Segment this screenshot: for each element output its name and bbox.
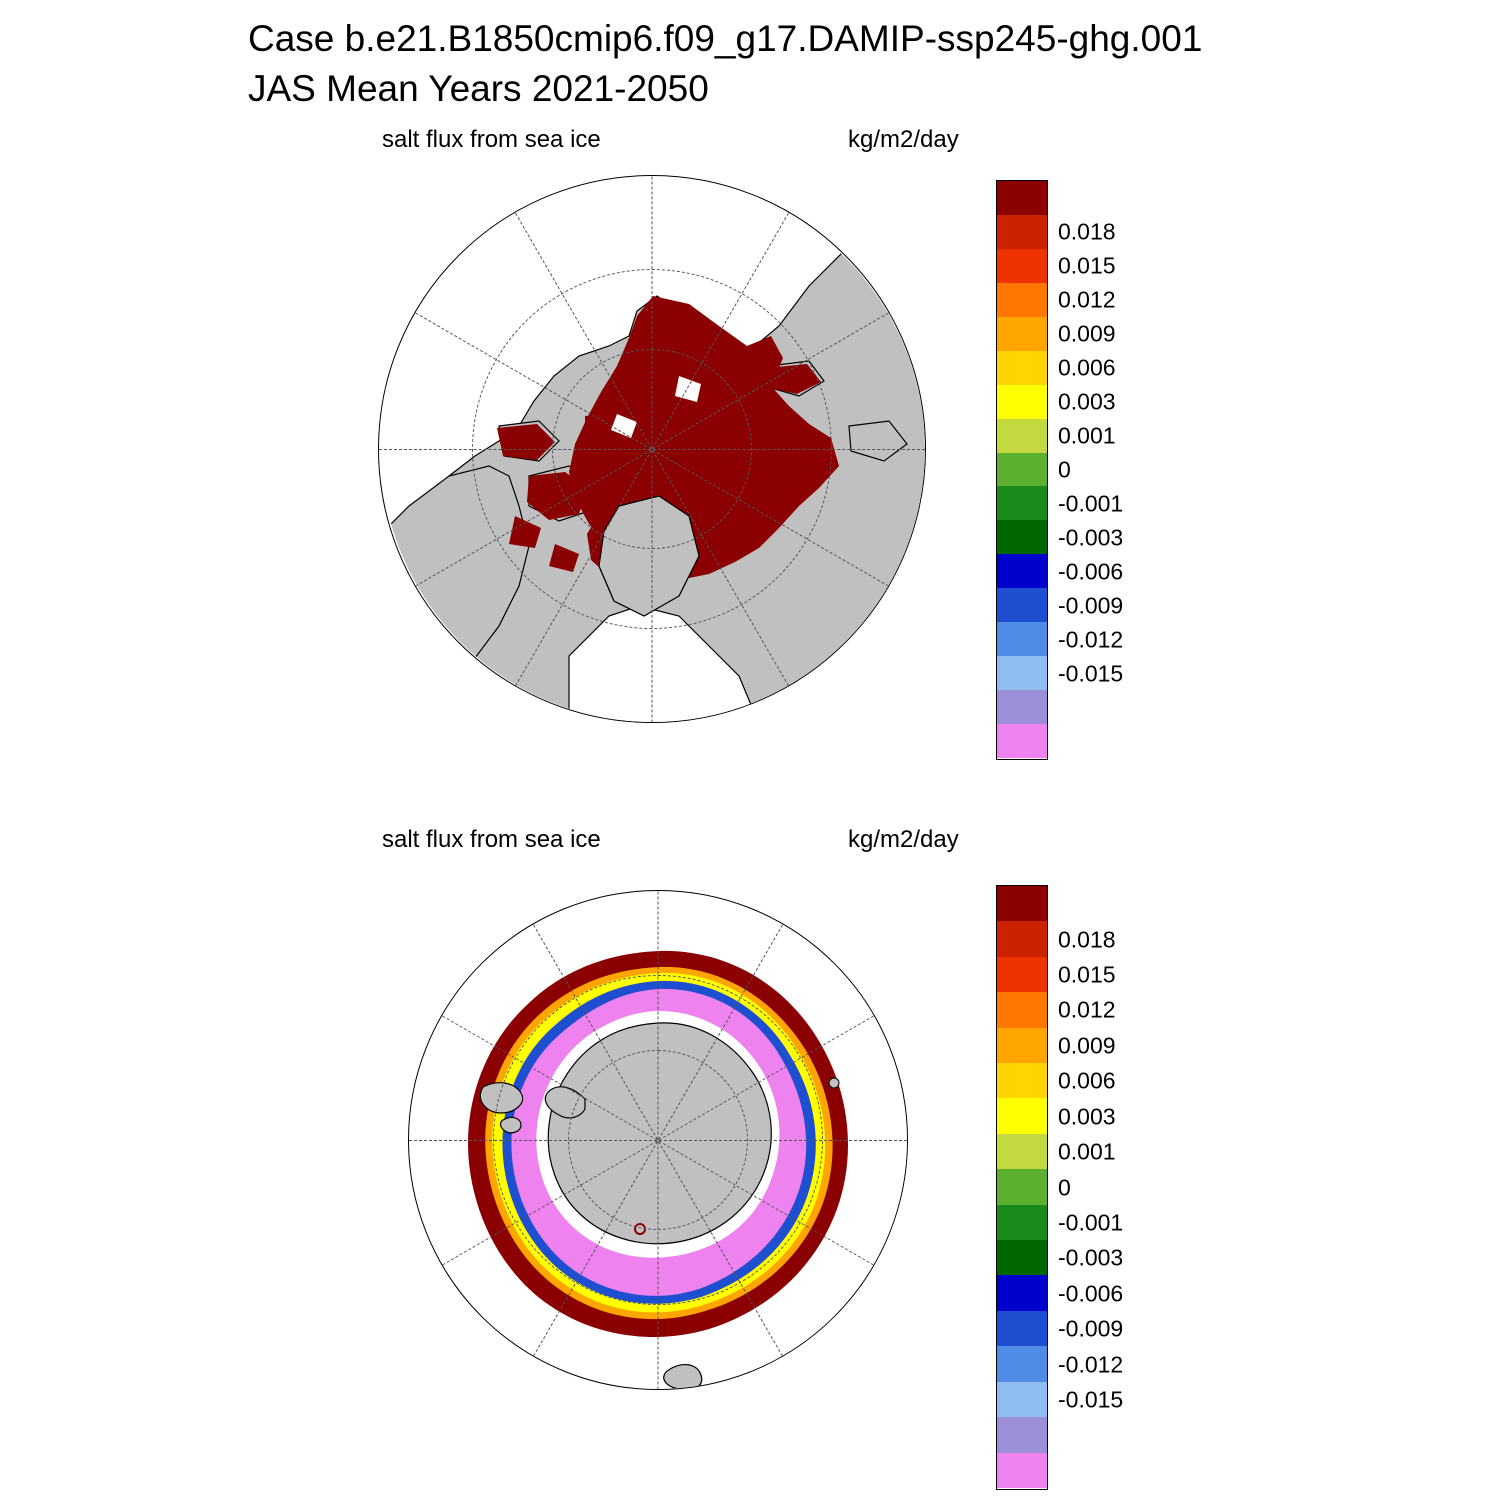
colorbar-tick-label: 0.003: [1058, 1103, 1116, 1130]
colorbar-tick-label: 0.012: [1058, 286, 1116, 313]
colorbar-segment: [997, 1240, 1047, 1275]
colorbar-tick-label: 0.012: [1058, 996, 1116, 1023]
colorbar-segment: [997, 1382, 1047, 1417]
colorbar-segment: [997, 520, 1047, 554]
colorbar-segment: [997, 1028, 1047, 1063]
colorbar-tick-label: -0.012: [1058, 626, 1124, 653]
colorbar-tick-label: 0.009: [1058, 1032, 1116, 1059]
colorbar-tick-label: 0.001: [1058, 422, 1116, 449]
colorbar-segment: [997, 1098, 1047, 1133]
colorbar-tick-label: -0.012: [1058, 1351, 1124, 1378]
globe-south: [408, 890, 908, 1390]
colorbar-tick-label: -0.009: [1058, 592, 1124, 619]
colorbar-segment: [997, 317, 1047, 351]
colorbar-south-labels: [1058, 885, 1178, 1490]
map-north: [330, 175, 970, 755]
colorbar-segment: [997, 724, 1047, 758]
colorbar-segment: [997, 690, 1047, 724]
colorbar-segment: [997, 588, 1047, 622]
colorbar-segment: [997, 1169, 1047, 1204]
panel-north-units-label: kg/m2/day: [848, 126, 959, 153]
colorbar-tick-label: 0: [1058, 456, 1071, 483]
panel-north-variable-label: salt flux from sea ice: [382, 126, 601, 153]
colorbar-segment: [997, 1205, 1047, 1240]
colorbar-segment: [997, 886, 1047, 921]
colorbar-segment: [997, 992, 1047, 1027]
colorbar-segment: [997, 249, 1047, 283]
colorbar-segment: [997, 656, 1047, 690]
colorbar-segment: [997, 622, 1047, 656]
colorbar-segment: [997, 1417, 1047, 1452]
colorbar-tick-label: -0.003: [1058, 524, 1124, 551]
colorbar-tick-label: -0.009: [1058, 1315, 1124, 1342]
panel-south-units-label: kg/m2/day: [848, 826, 959, 853]
colorbar-segment: [997, 215, 1047, 249]
colorbar-tick-label: 0.003: [1058, 388, 1116, 415]
colorbar-tick-label: -0.001: [1058, 490, 1124, 517]
colorbar-north-labels: [1058, 180, 1178, 760]
colorbar-tick-label: -0.006: [1058, 558, 1124, 585]
title-line-1: Case b.e21.B1850cmip6.f09_g17.DAMIP-ssp245-ghg.001: [248, 18, 1203, 59]
colorbar-segment: [997, 1453, 1047, 1488]
panel-north: [0, 110, 1500, 790]
colorbar-tick-label: 0.015: [1058, 252, 1116, 279]
colorbar-tick-label: 0.009: [1058, 320, 1116, 347]
colorbar-segment: [997, 1134, 1047, 1169]
colorbar-south: [996, 885, 1048, 1490]
colorbar-segment: [997, 921, 1047, 956]
colorbar-segment: [997, 351, 1047, 385]
colorbar-segment: [997, 181, 1047, 215]
colorbar-tick-label: -0.001: [1058, 1209, 1124, 1236]
colorbar-tick-label: 0.018: [1058, 926, 1116, 953]
panel-south: [0, 810, 1500, 1500]
colorbar-tick-label: 0.001: [1058, 1138, 1116, 1165]
map-south: [330, 880, 970, 1460]
colorbar-segment: [997, 1311, 1047, 1346]
colorbar-segment: [997, 385, 1047, 419]
colorbar-segment: [997, 1275, 1047, 1310]
colorbar-north: [996, 180, 1048, 760]
colorbar-segment: [997, 957, 1047, 992]
globe-north: [378, 175, 926, 723]
colorbar-segment: [997, 1063, 1047, 1098]
colorbar-segment: [997, 419, 1047, 453]
colorbar-segment: [997, 453, 1047, 487]
title-line-2: JAS Mean Years 2021-2050: [248, 68, 709, 109]
colorbar-tick-label: -0.006: [1058, 1280, 1124, 1307]
colorbar-tick-label: 0.018: [1058, 218, 1116, 245]
colorbar-tick-label: 0.015: [1058, 961, 1116, 988]
panel-south-variable-label: salt flux from sea ice: [382, 826, 601, 853]
colorbar-tick-label: 0.006: [1058, 1067, 1116, 1094]
colorbar-segment: [997, 283, 1047, 317]
chart-title: [248, 14, 1202, 114]
colorbar-tick-label: -0.003: [1058, 1244, 1124, 1271]
colorbar-tick-label: -0.015: [1058, 660, 1124, 687]
colorbar-segment: [997, 1346, 1047, 1381]
colorbar-segment: [997, 554, 1047, 588]
colorbar-tick-label: 0.006: [1058, 354, 1116, 381]
colorbar-segment: [997, 486, 1047, 520]
colorbar-tick-label: -0.015: [1058, 1386, 1124, 1413]
colorbar-tick-label: 0: [1058, 1174, 1071, 1200]
